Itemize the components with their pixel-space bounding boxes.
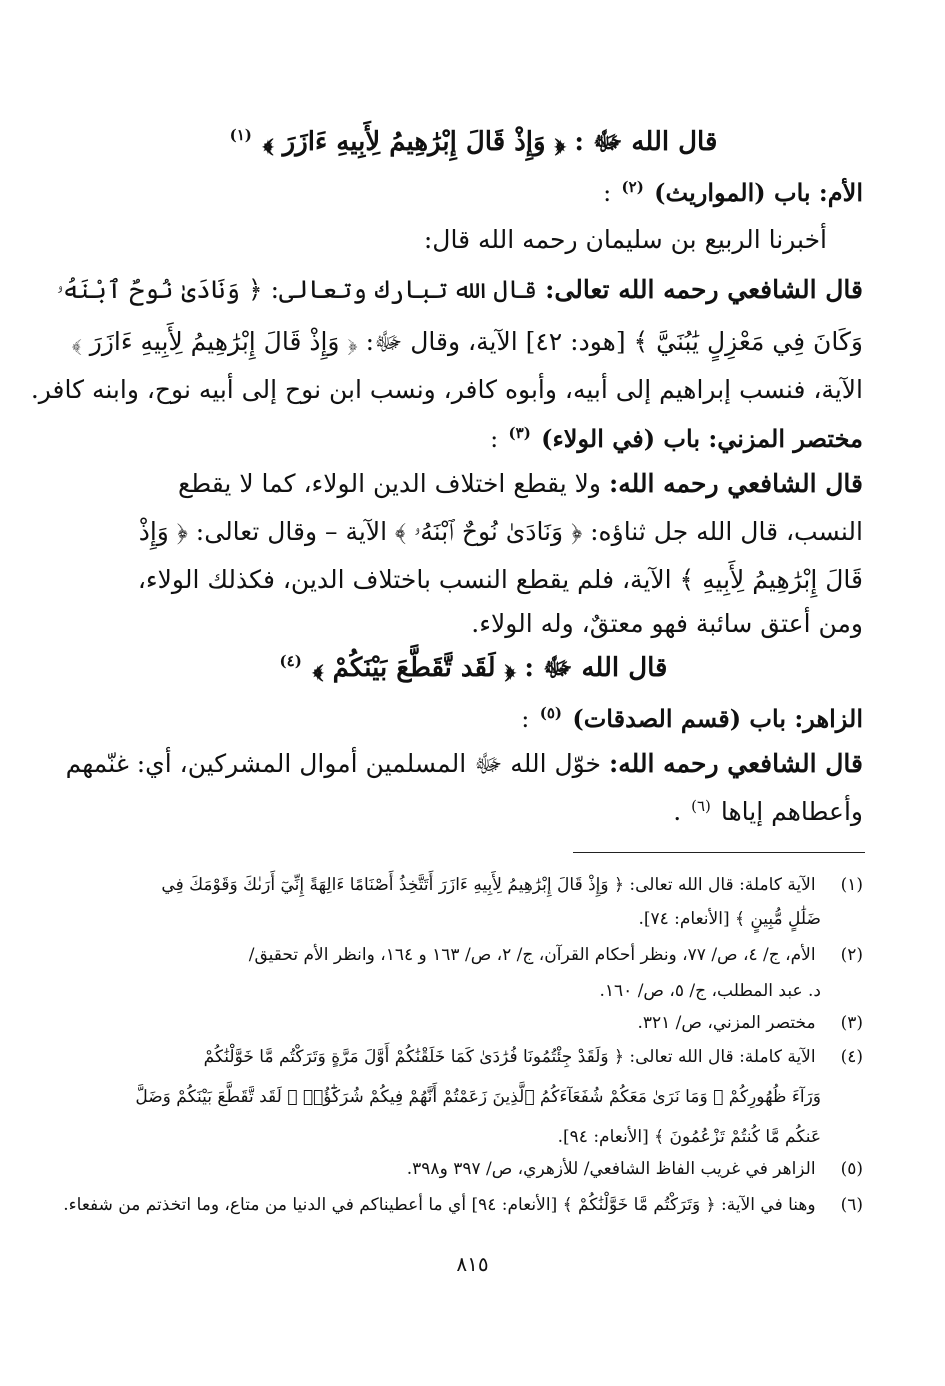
section-colon: :: [490, 425, 499, 453]
paragraph-4-line-2: [83, 794, 863, 830]
footnote-separator: [573, 852, 865, 853]
footnote-2-text: الأم، ج/ ٤، ص/ ٧٧، ونظر أحكام القرآن، ج/ ٢، ص/ ١٦٣ و ١٦٤، وانظر الأم تحقيق/: [248, 945, 816, 965]
footnote-4-text-2: وَرَآءَ ظُهُورِكُمْ ۖ وَمَا نَرَىٰ مَعَكُمْ شُفَعَآءَكُمُ ٱلَّذِينَ زَعَمْتُمْ أَنَّهُمْ فِيكُمْ شُرَكَٰٓؤُا۟ ۚ لَقَد تَّقَطَّعَ بَيْنَكُمْ وَضَلَّ: [135, 1087, 821, 1107]
paragraph-3-line-1-text: ولا يقطع اختلاف الدين الولاء، كما لا يقطع: [177, 469, 602, 498]
paragraph-4-line-1-text: خوّل الله ﷻ المسلمين أموال المشركين، أي: غنّمهم: [65, 749, 602, 778]
footnote-2-text-2: د. عبد المطلب، ج/ ٥، ص/ ١٦٠.: [599, 981, 821, 1001]
footnote-ref-5: (٥): [539, 704, 562, 722]
verse-heading-2: [0, 648, 945, 688]
footnote-5-text: الزاهر في غريب الفاظ الشافعي/ للأزهري، ص/ ٣٩٧ و٣٩٨.: [406, 1159, 816, 1179]
paragraph-isnad-text: أخبرنا الربيع بن سليمان رحمه الله قال:: [423, 225, 827, 254]
paragraph-3-line-3: [83, 562, 863, 598]
paragraph-isnad: [47, 222, 827, 258]
paragraph-4-end: .: [673, 797, 682, 826]
footnote-number: (٦): [840, 1195, 863, 1215]
footnote-4-text: الآية كاملة: قال الله تعالى: ﴿ وَلَقَدْ جِئْتُمُونَا فُرَٰدَىٰ كَمَا خَلَقْنَٰكُمْ أَوَّلَ مَرَّةٍ وَتَرَكْتُم مَّا خَوَّلْنَٰكُمْ: [203, 1047, 816, 1067]
footnote-number: (٤): [840, 1047, 863, 1067]
section-title-zahir: الزاهر: باب (قسم الصدقات): [572, 704, 863, 733]
section-heading-zahir: [83, 702, 863, 736]
paragraph-3-line-1: [83, 466, 863, 502]
section-colon: :: [603, 179, 612, 207]
footnote-ref-6: (٦): [691, 796, 711, 815]
paragraph-2-line-1-text: قال الله تبارك وتعالى: ﴿ وَنَادَىٰ نُوحٌ ٱبْنَهُۥ: [56, 275, 538, 304]
footnote-1: [83, 870, 863, 900]
section-heading-mawarith: [83, 176, 863, 210]
paragraph-3-line-4-text: ومن أعتق سائبة فهو معتقٌ، وله الولاء.: [471, 609, 863, 638]
footnote-4-continued-1: [81, 1082, 821, 1112]
paragraph-2-line-3: [30, 372, 863, 408]
speaker-label: قال الشافعي رحمه الله تعالى:: [545, 275, 863, 304]
section-title-mawarith: الأم: باب (المواريث): [654, 178, 863, 207]
section-colon: :: [521, 705, 530, 733]
footnote-4-text-3: عَنكُم مَّا كُنتُمْ تَزْعُمُونَ ﴾ [الأنعام: ٩٤].: [557, 1127, 821, 1147]
footnote-6: [63, 1190, 863, 1220]
paragraph-2-line-3-text: الآية، فنسب إبراهيم إلى أبيه، وأبوه كافر، ونسب ابن نوح إلى أبيه نوح، وابنه كافر.: [30, 375, 863, 404]
paragraph-4-line-1: [65, 746, 863, 782]
verse-heading-1: [0, 122, 945, 162]
footnote-6-text: وهنا في الآية: ﴿ وَتَرَكْتُم مَّا خَوَّلْنَٰكُمْ ﴾ [الأنعام: ٩٤] أي ما أعطيناكم في الدنيا من متاع، وما اتخذتم من شفعاء.: [63, 1195, 816, 1215]
paragraph-3-line-2: [83, 514, 863, 550]
page-number: ٨١٥: [456, 1252, 489, 1276]
footnote-1-text-2: ضَلَٰلٍ مُّبِينٍ ﴾ [الأنعام: ٧٤].: [638, 909, 821, 929]
verse-heading-2-text: قال الله ﷻ : ﴿ لَقَد تَّقَطَّعَ بَيْنَكُمْ ﴾: [312, 653, 668, 683]
footnote-number: (١): [840, 875, 863, 895]
paragraph-2-line-1: [56, 272, 863, 308]
footnote-ref-4: (٤): [279, 652, 302, 671]
footnote-5: [83, 1154, 863, 1184]
footnote-4: [83, 1042, 863, 1072]
footnote-ref-3: (٣): [508, 424, 531, 442]
verse-heading-1-text: قال الله ﷻ : ﴿ وَإِذْ قَالَ إِبْرَٰهِيمُ لِأَبِيهِ ءَازَرَ ﴾: [262, 127, 718, 157]
paragraph-4-line-2-text: وأعطاهم إياها: [720, 797, 863, 826]
footnote-ref-2: (٢): [621, 178, 644, 196]
footnote-4-continued-2: [81, 1122, 821, 1152]
section-heading-wala: [83, 422, 863, 456]
paragraph-2-line-2-text: وَكَانَ فِي مَعْزِلٍ يَٰبُنَيَّ ﴾ [هود: ٤٢] الآية، وقال ﷻ: ﴿ وَإِذْ قَالَ إِبْرَٰهِيمُ لِأَبِيهِ ءَازَرَ ﴾: [71, 327, 863, 356]
footnote-number: (٥): [840, 1159, 863, 1179]
footnote-1-continued: [81, 904, 821, 934]
paragraph-2-line-2: [71, 324, 863, 360]
section-title-wala: مختصر المزني: باب (في الولاء): [541, 424, 863, 453]
footnote-number: (٣): [840, 1013, 863, 1033]
footnote-2: [83, 940, 863, 970]
paragraph-3-line-4: [83, 606, 863, 642]
footnote-3-text: مختصر المزني، ص/ ٣٢١.: [637, 1013, 816, 1033]
footnote-number: (٢): [840, 945, 863, 965]
footnote-ref-1: (١): [229, 126, 252, 145]
speaker-label: قال الشافعي رحمه الله:: [608, 469, 863, 498]
speaker-label: قال الشافعي رحمه الله:: [608, 749, 863, 778]
footnote-1-text: الآية كاملة: قال الله تعالى: ﴿ وَإِذْ قَالَ إِبْرَٰهِيمُ لِأَبِيهِ ءَازَرَ أَتَتَّخِذُ أَصْنَامًا ءَالِهَةً إِنِّيٓ أَرَىٰكَ وَقَوْمَكَ فِي: [161, 875, 816, 895]
footnote-2-continued: [81, 976, 821, 1006]
paragraph-3-line-3-text: قَالَ إِبْرَٰهِيمُ لِأَبِيهِ ﴾ الآية، فلم يقطع النسب باختلاف الدين، فكذلك الولاء،: [137, 565, 863, 594]
paragraph-3-line-2-text: النسب، قال الله جل ثناؤه: ﴿ وَنَادَىٰ نُوحٌ ٱبْنَهُۥ ﴾ الآية – وقال تعالى: ﴿ وَإِذْ: [138, 517, 863, 546]
footnote-3: [83, 1008, 863, 1038]
